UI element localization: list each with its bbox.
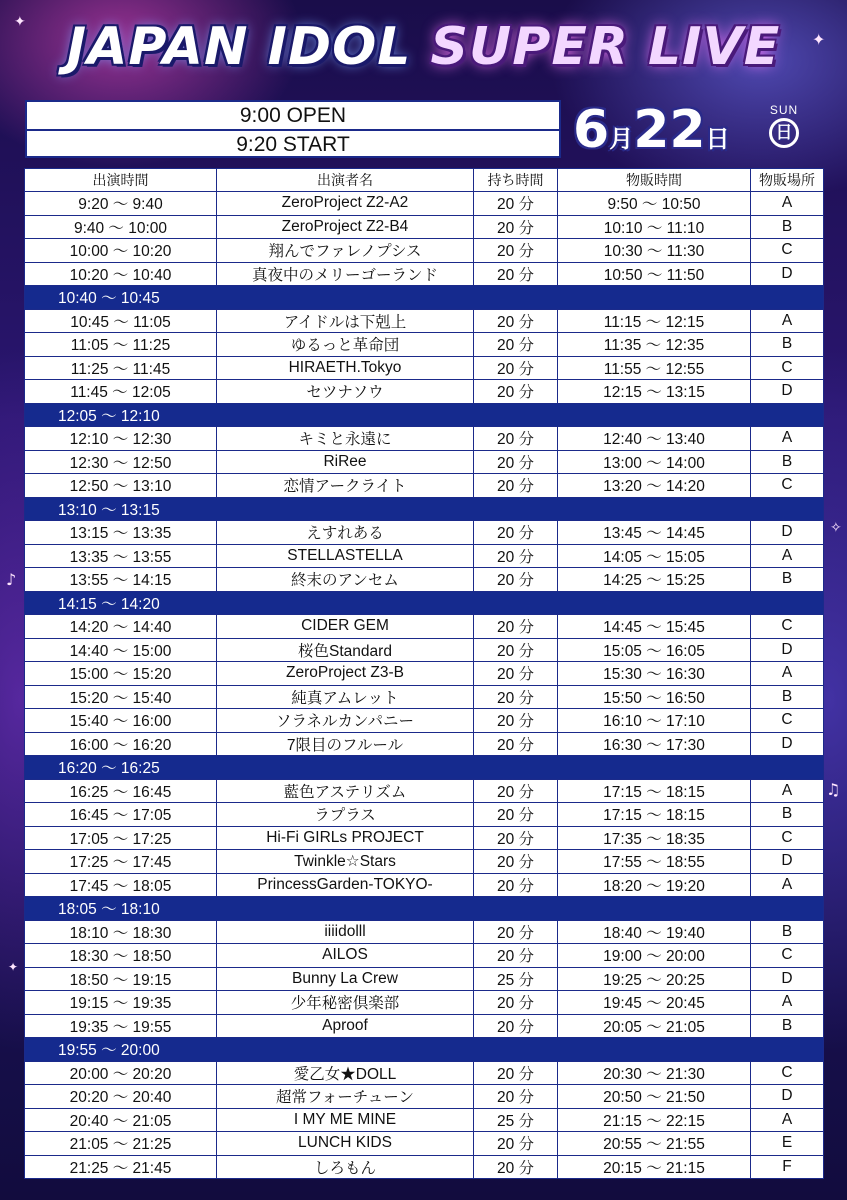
merch-place: F xyxy=(751,1155,824,1179)
break-row xyxy=(25,497,824,521)
performance-time: 9:20 ～ 9:40 xyxy=(25,192,217,216)
performance-time: 11:45 ～ 12:05 xyxy=(25,380,217,404)
performance-time: 17:25 ～ 17:45 xyxy=(25,850,217,874)
merch-time: 14:45 ～ 15:45 xyxy=(558,615,751,639)
merch-time: 20:15 ～ 21:15 xyxy=(558,1155,751,1179)
performance-time: 18:10 ～ 18:30 xyxy=(25,920,217,944)
break-time: 13:10 ～ 13:15 xyxy=(25,497,824,521)
table-row xyxy=(25,662,824,686)
table-row xyxy=(25,450,824,474)
merch-place: A xyxy=(751,544,824,568)
merch-place: A xyxy=(751,427,824,451)
artist-name: Twinkle☆Stars xyxy=(217,850,474,874)
merch-place: B xyxy=(751,333,824,357)
merch-time: 18:40 ～ 19:40 xyxy=(558,920,751,944)
performance-time: 20:40 ～ 21:05 xyxy=(25,1108,217,1132)
table-row xyxy=(25,1014,824,1038)
artist-name: ZeroProject Z2-A2 xyxy=(217,192,474,216)
table-row xyxy=(25,427,824,451)
duration: 20 分 xyxy=(474,474,558,498)
break-time: 19:55 ～ 20:00 xyxy=(25,1038,824,1062)
break-time: 10:40 ～ 10:45 xyxy=(25,286,824,310)
table-header-row xyxy=(25,169,824,192)
break-row xyxy=(25,591,824,615)
merch-place: D xyxy=(751,638,824,662)
duration: 20 分 xyxy=(474,709,558,733)
merch-place: C xyxy=(751,1061,824,1085)
merch-place: B xyxy=(751,215,824,239)
performance-time: 16:45 ～ 17:05 xyxy=(25,803,217,827)
artist-name: ZeroProject Z2-B4 xyxy=(217,215,474,239)
performance-time: 16:00 ～ 16:20 xyxy=(25,732,217,756)
date-month-unit: 月 xyxy=(609,125,634,153)
artist-name: ZeroProject Z3-B xyxy=(217,662,474,686)
merch-place: A xyxy=(751,991,824,1015)
merch-place: A xyxy=(751,1108,824,1132)
event-date xyxy=(573,96,730,168)
open-start-box xyxy=(25,100,561,158)
duration: 20 分 xyxy=(474,215,558,239)
merch-time: 19:00 ～ 20:00 xyxy=(558,944,751,968)
artist-name: 翔んでファレノプシス xyxy=(217,239,474,263)
merch-place: C xyxy=(751,356,824,380)
duration: 20 分 xyxy=(474,1132,558,1156)
duration: 20 分 xyxy=(474,427,558,451)
performance-time: 20:00 ～ 20:20 xyxy=(25,1061,217,1085)
duration: 20 分 xyxy=(474,850,558,874)
artist-name: 藍色アステリズム xyxy=(217,779,474,803)
table-row xyxy=(25,709,824,733)
table-row xyxy=(25,309,824,333)
merch-place: C xyxy=(751,615,824,639)
sparkle-icon: ✧ xyxy=(830,520,842,536)
table-row xyxy=(25,685,824,709)
artist-name: 7限目のフルール xyxy=(217,732,474,756)
day-of-week-en: SUN xyxy=(769,103,799,117)
merch-place: D xyxy=(751,732,824,756)
merch-time: 12:40 ～ 13:40 xyxy=(558,427,751,451)
break-time: 18:05 ～ 18:10 xyxy=(25,897,824,921)
schedule-body xyxy=(25,192,824,1179)
artist-name: RiRee xyxy=(217,450,474,474)
open-time: 9:00 OPEN xyxy=(27,102,559,131)
event-title-part2: SUPER LIVE xyxy=(430,17,781,77)
duration: 20 分 xyxy=(474,568,558,592)
merch-time: 14:25 ～ 15:25 xyxy=(558,568,751,592)
duration: 20 分 xyxy=(474,1061,558,1085)
merch-time: 17:15 ～ 18:15 xyxy=(558,779,751,803)
artist-name: PrincessGarden-TOKYO- xyxy=(217,873,474,897)
performance-time: 10:00 ～ 10:20 xyxy=(25,239,217,263)
merch-time: 20:55 ～ 21:55 xyxy=(558,1132,751,1156)
table-row xyxy=(25,803,824,827)
break-row xyxy=(25,403,824,427)
table-row xyxy=(25,638,824,662)
merch-place: B xyxy=(751,568,824,592)
artist-name: 少年秘密倶楽部 xyxy=(217,991,474,1015)
duration: 20 分 xyxy=(474,991,558,1015)
duration: 20 分 xyxy=(474,544,558,568)
artist-name: HIRAETH.Tokyo xyxy=(217,356,474,380)
artist-name: Hi-Fi GIRLs PROJECT xyxy=(217,826,474,850)
performance-time: 10:20 ～ 10:40 xyxy=(25,262,217,286)
merch-place: A xyxy=(751,662,824,686)
artist-name: ゆるっと革命団 xyxy=(217,333,474,357)
duration: 20 分 xyxy=(474,685,558,709)
table-row xyxy=(25,1061,824,1085)
merch-time: 15:05 ～ 16:05 xyxy=(558,638,751,662)
performance-time: 21:05 ～ 21:25 xyxy=(25,1132,217,1156)
merch-time: 12:15 ～ 13:15 xyxy=(558,380,751,404)
table-row xyxy=(25,380,824,404)
performance-time: 9:40 ～ 10:00 xyxy=(25,215,217,239)
break-row xyxy=(25,286,824,310)
table-row xyxy=(25,944,824,968)
break-row xyxy=(25,756,824,780)
artist-name: 超常フォーチューン xyxy=(217,1085,474,1109)
sparkle-icon: ✦ xyxy=(812,30,826,49)
artist-name: 純真アムレット xyxy=(217,685,474,709)
merch-time: 10:30 ～ 11:30 xyxy=(558,239,751,263)
merch-time: 11:55 ～ 12:55 xyxy=(558,356,751,380)
table-row xyxy=(25,262,824,286)
duration: 20 分 xyxy=(474,1155,558,1179)
merch-time: 13:00 ～ 14:00 xyxy=(558,450,751,474)
duration: 20 分 xyxy=(474,309,558,333)
table-row xyxy=(25,521,824,545)
duration: 20 分 xyxy=(474,192,558,216)
merch-time: 11:35 ～ 12:35 xyxy=(558,333,751,357)
performance-time: 12:30 ～ 12:50 xyxy=(25,450,217,474)
merch-time: 15:50 ～ 16:50 xyxy=(558,685,751,709)
duration: 20 分 xyxy=(474,873,558,897)
merch-time: 20:05 ～ 21:05 xyxy=(558,1014,751,1038)
merch-time: 9:50 ～ 10:50 xyxy=(558,192,751,216)
column-header: 物販場所 xyxy=(751,169,824,192)
performance-time: 15:00 ～ 15:20 xyxy=(25,662,217,686)
merch-place: C xyxy=(751,944,824,968)
artist-name: AILOS xyxy=(217,944,474,968)
performance-time: 15:20 ～ 15:40 xyxy=(25,685,217,709)
artist-name: セツナソウ xyxy=(217,380,474,404)
performance-time: 17:45 ～ 18:05 xyxy=(25,873,217,897)
table-row xyxy=(25,615,824,639)
performance-time: 14:20 ～ 14:40 xyxy=(25,615,217,639)
performance-time: 18:50 ～ 19:15 xyxy=(25,967,217,991)
table-row xyxy=(25,850,824,874)
merch-place: B xyxy=(751,450,824,474)
merch-place: C xyxy=(751,474,824,498)
performance-time: 12:10 ～ 12:30 xyxy=(25,427,217,451)
table-row xyxy=(25,1155,824,1179)
merch-place: B xyxy=(751,803,824,827)
artist-name: CIDER GEM xyxy=(217,615,474,639)
artist-name: アイドルは下剋上 xyxy=(217,309,474,333)
table-row xyxy=(25,1132,824,1156)
duration: 20 分 xyxy=(474,1085,558,1109)
duration: 20 分 xyxy=(474,239,558,263)
merch-place: A xyxy=(751,309,824,333)
artist-name: STELLASTELLA xyxy=(217,544,474,568)
column-header: 出演時間 xyxy=(25,169,217,192)
merch-time: 18:20 ～ 19:20 xyxy=(558,873,751,897)
table-row xyxy=(25,779,824,803)
artist-name: しろもん xyxy=(217,1155,474,1179)
artist-name: LUNCH KIDS xyxy=(217,1132,474,1156)
music-note-icon: ♫ xyxy=(826,780,841,799)
artist-name: 恋情アークライト xyxy=(217,474,474,498)
duration: 25 分 xyxy=(474,967,558,991)
schedule-table xyxy=(24,168,824,1179)
artist-name: 愛乙女★DOLL xyxy=(217,1061,474,1085)
merch-time: 17:35 ～ 18:35 xyxy=(558,826,751,850)
merch-time: 20:50 ～ 21:50 xyxy=(558,1085,751,1109)
column-header: 物販時間 xyxy=(558,169,751,192)
artist-name: 終末のアンセム xyxy=(217,568,474,592)
duration: 20 分 xyxy=(474,638,558,662)
table-row xyxy=(25,333,824,357)
break-row xyxy=(25,1038,824,1062)
merch-time: 21:15 ～ 22:15 xyxy=(558,1108,751,1132)
merch-place: B xyxy=(751,685,824,709)
date-day: 22 xyxy=(633,100,706,160)
day-of-week-jp: 日 xyxy=(769,118,799,148)
duration: 20 分 xyxy=(474,779,558,803)
merch-place: A xyxy=(751,192,824,216)
merch-time: 16:10 ～ 17:10 xyxy=(558,709,751,733)
duration: 20 分 xyxy=(474,732,558,756)
merch-place: D xyxy=(751,1085,824,1109)
merch-place: A xyxy=(751,779,824,803)
performance-time: 18:30 ～ 18:50 xyxy=(25,944,217,968)
sparkle-icon: ✦ xyxy=(8,960,19,974)
merch-place: D xyxy=(751,850,824,874)
table-row xyxy=(25,568,824,592)
duration: 20 分 xyxy=(474,333,558,357)
performance-time: 19:15 ～ 19:35 xyxy=(25,991,217,1015)
table-row xyxy=(25,356,824,380)
performance-time: 19:35 ～ 19:55 xyxy=(25,1014,217,1038)
performance-time: 16:25 ～ 16:45 xyxy=(25,779,217,803)
merch-time: 10:10 ～ 11:10 xyxy=(558,215,751,239)
artist-name: ソラネルカンパニー xyxy=(217,709,474,733)
merch-time: 11:15 ～ 12:15 xyxy=(558,309,751,333)
performance-time: 15:40 ～ 16:00 xyxy=(25,709,217,733)
performance-time: 11:25 ～ 11:45 xyxy=(25,356,217,380)
duration: 20 分 xyxy=(474,1014,558,1038)
duration: 20 分 xyxy=(474,920,558,944)
break-time: 14:15 ～ 14:20 xyxy=(25,591,824,615)
merch-place: D xyxy=(751,967,824,991)
artist-name: iiiidolll xyxy=(217,920,474,944)
table-row xyxy=(25,215,824,239)
column-header: 出演者名 xyxy=(217,169,474,192)
artist-name: キミと永遠に xyxy=(217,427,474,451)
performance-time: 21:25 ～ 21:45 xyxy=(25,1155,217,1179)
merch-place: A xyxy=(751,873,824,897)
table-row xyxy=(25,732,824,756)
performance-time: 14:40 ～ 15:00 xyxy=(25,638,217,662)
artist-name: 真夜中のメリーゴーランド xyxy=(217,262,474,286)
merch-place: D xyxy=(751,262,824,286)
merch-place: C xyxy=(751,826,824,850)
sparkle-icon: ✦ xyxy=(14,14,26,30)
date-month: 6 xyxy=(573,100,610,160)
merch-time: 13:20 ～ 14:20 xyxy=(558,474,751,498)
day-of-week xyxy=(763,104,805,148)
table-row xyxy=(25,474,824,498)
artist-name: ラプラス xyxy=(217,803,474,827)
duration: 20 分 xyxy=(474,944,558,968)
merch-time: 17:15 ～ 18:15 xyxy=(558,803,751,827)
performance-time: 13:35 ～ 13:55 xyxy=(25,544,217,568)
duration: 25 分 xyxy=(474,1108,558,1132)
duration: 20 分 xyxy=(474,356,558,380)
break-time: 12:05 ～ 12:10 xyxy=(25,403,824,427)
artist-name: Bunny La Crew xyxy=(217,967,474,991)
table-row xyxy=(25,991,824,1015)
merch-time: 10:50 ～ 11:50 xyxy=(558,262,751,286)
duration: 20 分 xyxy=(474,380,558,404)
duration: 20 分 xyxy=(474,662,558,686)
table-row xyxy=(25,967,824,991)
break-row xyxy=(25,897,824,921)
table-row xyxy=(25,873,824,897)
table-row xyxy=(25,544,824,568)
table-row xyxy=(25,826,824,850)
table-row xyxy=(25,1085,824,1109)
break-time: 16:20 ～ 16:25 xyxy=(25,756,824,780)
table-row xyxy=(25,1108,824,1132)
table-row xyxy=(25,239,824,263)
merch-time: 20:30 ～ 21:30 xyxy=(558,1061,751,1085)
table-row xyxy=(25,192,824,216)
artist-name: I MY ME MINE xyxy=(217,1108,474,1132)
performance-time: 17:05 ～ 17:25 xyxy=(25,826,217,850)
performance-time: 12:50 ～ 13:10 xyxy=(25,474,217,498)
performance-time: 10:45 ～ 11:05 xyxy=(25,309,217,333)
start-time: 9:20 START xyxy=(236,133,350,156)
duration: 20 分 xyxy=(474,615,558,639)
duration: 20 分 xyxy=(474,450,558,474)
merch-time: 17:55 ～ 18:55 xyxy=(558,850,751,874)
merch-time: 14:05 ～ 15:05 xyxy=(558,544,751,568)
merch-time: 13:45 ～ 14:45 xyxy=(558,521,751,545)
merch-place: B xyxy=(751,1014,824,1038)
merch-place: D xyxy=(751,380,824,404)
artist-name: Aproof xyxy=(217,1014,474,1038)
duration: 20 分 xyxy=(474,521,558,545)
artist-name: 桜色Standard xyxy=(217,638,474,662)
performance-time: 20:20 ～ 20:40 xyxy=(25,1085,217,1109)
duration: 20 分 xyxy=(474,262,558,286)
artist-name: えすれある xyxy=(217,521,474,545)
duration: 20 分 xyxy=(474,826,558,850)
event-title-part1: JAPAN IDOL xyxy=(66,17,412,77)
performance-time: 11:05 ～ 11:25 xyxy=(25,333,217,357)
column-header: 持ち時間 xyxy=(474,169,558,192)
performance-time: 13:55 ～ 14:15 xyxy=(25,568,217,592)
merch-place: E xyxy=(751,1132,824,1156)
performance-time: 13:15 ～ 13:35 xyxy=(25,521,217,545)
duration: 20 分 xyxy=(474,803,558,827)
music-note-icon: ♪ xyxy=(6,570,17,589)
merch-place: C xyxy=(751,709,824,733)
merch-time: 15:30 ～ 16:30 xyxy=(558,662,751,686)
merch-time: 19:45 ～ 20:45 xyxy=(558,991,751,1015)
table-row xyxy=(25,920,824,944)
merch-place: B xyxy=(751,920,824,944)
event-title xyxy=(0,12,847,82)
merch-place: C xyxy=(751,239,824,263)
date-day-unit: 日 xyxy=(705,125,730,153)
merch-time: 16:30 ～ 17:30 xyxy=(558,732,751,756)
merch-time: 19:25 ～ 20:25 xyxy=(558,967,751,991)
merch-place: D xyxy=(751,521,824,545)
